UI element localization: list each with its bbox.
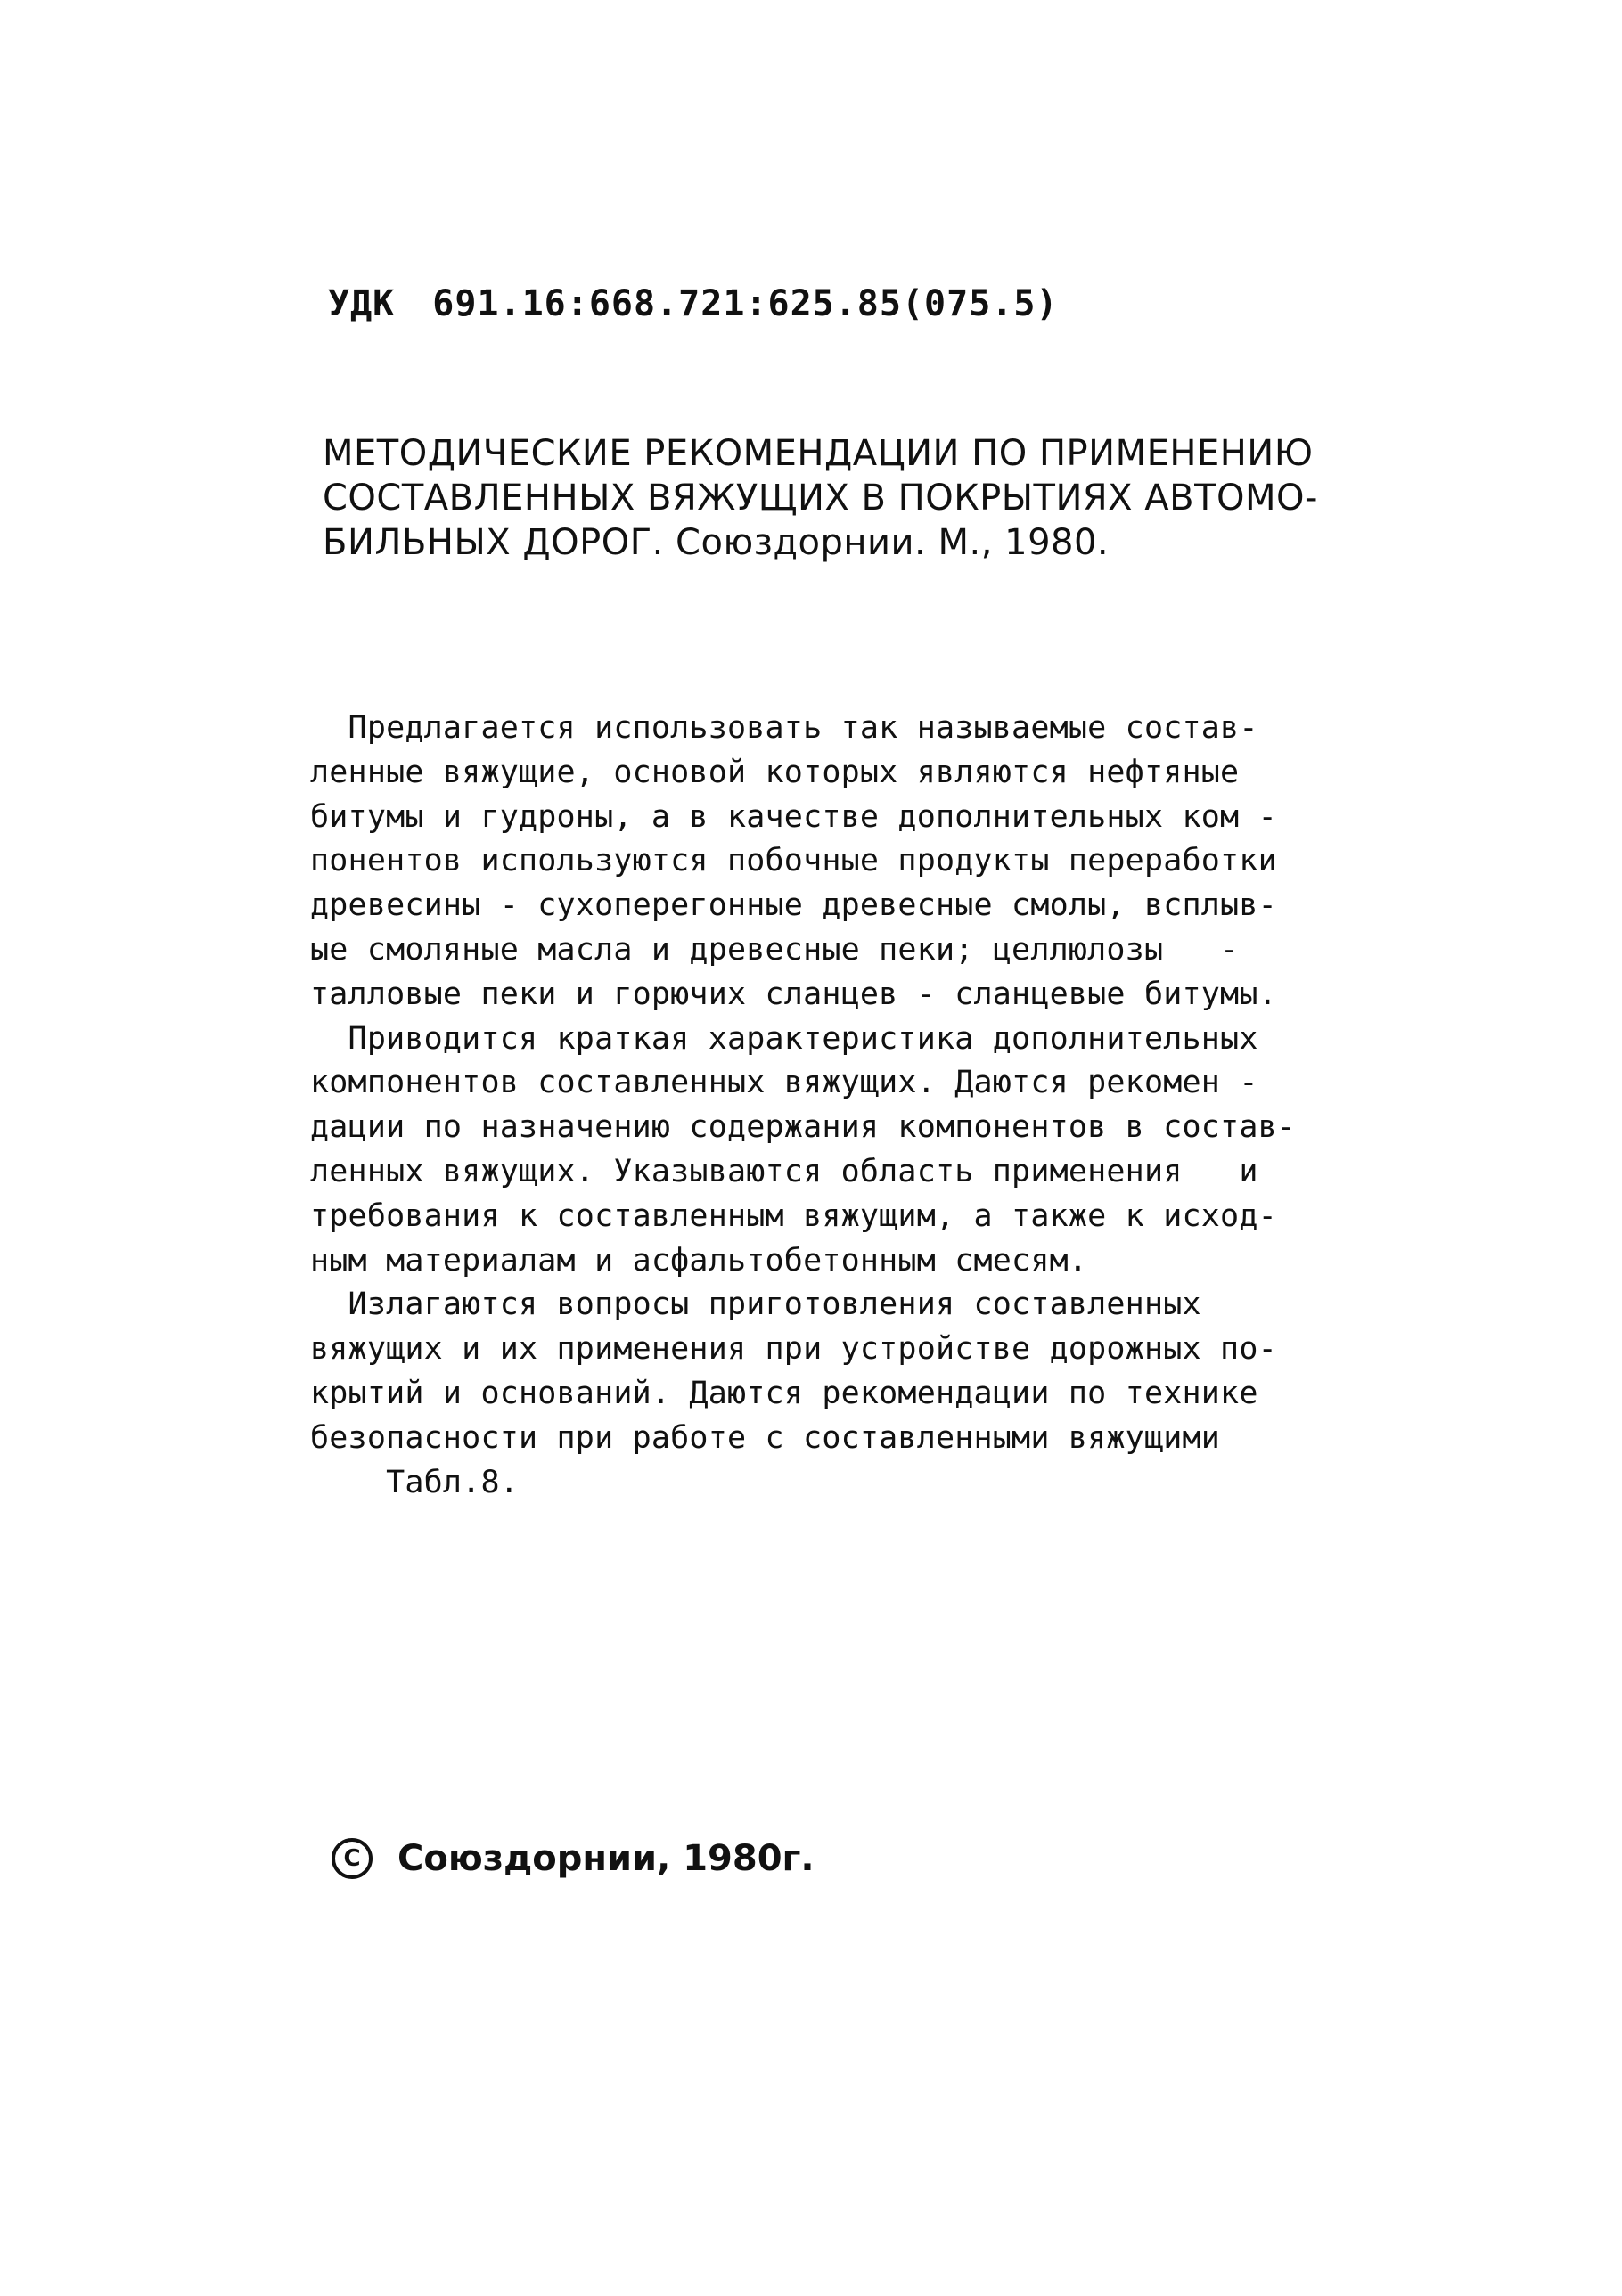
abstract-line: ые смоляные масла и древесные пеки; целлюлозы - — [310, 931, 1240, 968]
abstract — [310, 707, 1451, 1505]
copyright-text: Союздорнии, 1980г. — [397, 1838, 815, 1879]
abstract-line: вяжущих и их применения при устройстве дорожных по- — [310, 1331, 1277, 1368]
document-title — [323, 431, 1419, 565]
title-line: МЕТОДИЧЕСКИЕ РЕКОМЕНДАЦИИ ПО ПРИМЕНЕНИЮ — [323, 433, 1314, 474]
abstract-line: битумы и гудроны, а в качестве дополнительных ком - — [310, 798, 1277, 835]
udk-number: 691.16:668.721:625.85(075.5) — [432, 283, 1059, 324]
abstract-line: Приводится краткая характеристика дополнительных — [310, 1020, 1258, 1057]
abstract-line: ленных вяжущих. Указываются область применения и — [310, 1153, 1258, 1189]
abstract-line: ленные вяжущие, основой которых являются нефтяные — [310, 754, 1240, 790]
abstract-line: крытий и оснований. Даются рекомендации по технике — [310, 1375, 1258, 1411]
title-line: БИЛЬНЫХ ДОРОГ. Союздорнии. М., 1980. — [323, 522, 1110, 563]
title-line: СОСТАВЛЕННЫХ ВЯЖУЩИХ В ПОКРЫТИЯХ АВТОМО- — [323, 478, 1318, 519]
udk-label: УДК — [328, 283, 396, 324]
abstract-line: требования к составленным вяжущим, а также к исход- — [310, 1197, 1277, 1234]
abstract-line: ным материалам и асфальтобетонным смесям. — [310, 1242, 1088, 1279]
abstract-line: дации по назначению содержания компонентов в состав- — [310, 1109, 1297, 1146]
abstract-line: компонентов составленных вяжущих. Даются рекомен - — [310, 1065, 1258, 1101]
abstract-line: древесины - сухоперегонные древесные смолы, всплыв- — [310, 887, 1277, 924]
abstract-line: Табл.8. — [310, 1464, 519, 1500]
copyright-icon — [332, 1838, 373, 1879]
udk-code — [328, 283, 1059, 324]
abstract-line: Предлагается использовать так называемые состав- — [310, 710, 1258, 746]
copyright-notice — [332, 1838, 815, 1879]
abstract-line: Излагаются вопросы приготовления составленных — [310, 1287, 1201, 1323]
abstract-line: безопасности при работе с составленными вяжущими — [310, 1419, 1221, 1456]
abstract-line: понентов используются побочные продукты переработки — [310, 843, 1277, 879]
abstract-line: талловые пеки и горючих сланцев - сланцевые битумы. — [310, 976, 1277, 1012]
